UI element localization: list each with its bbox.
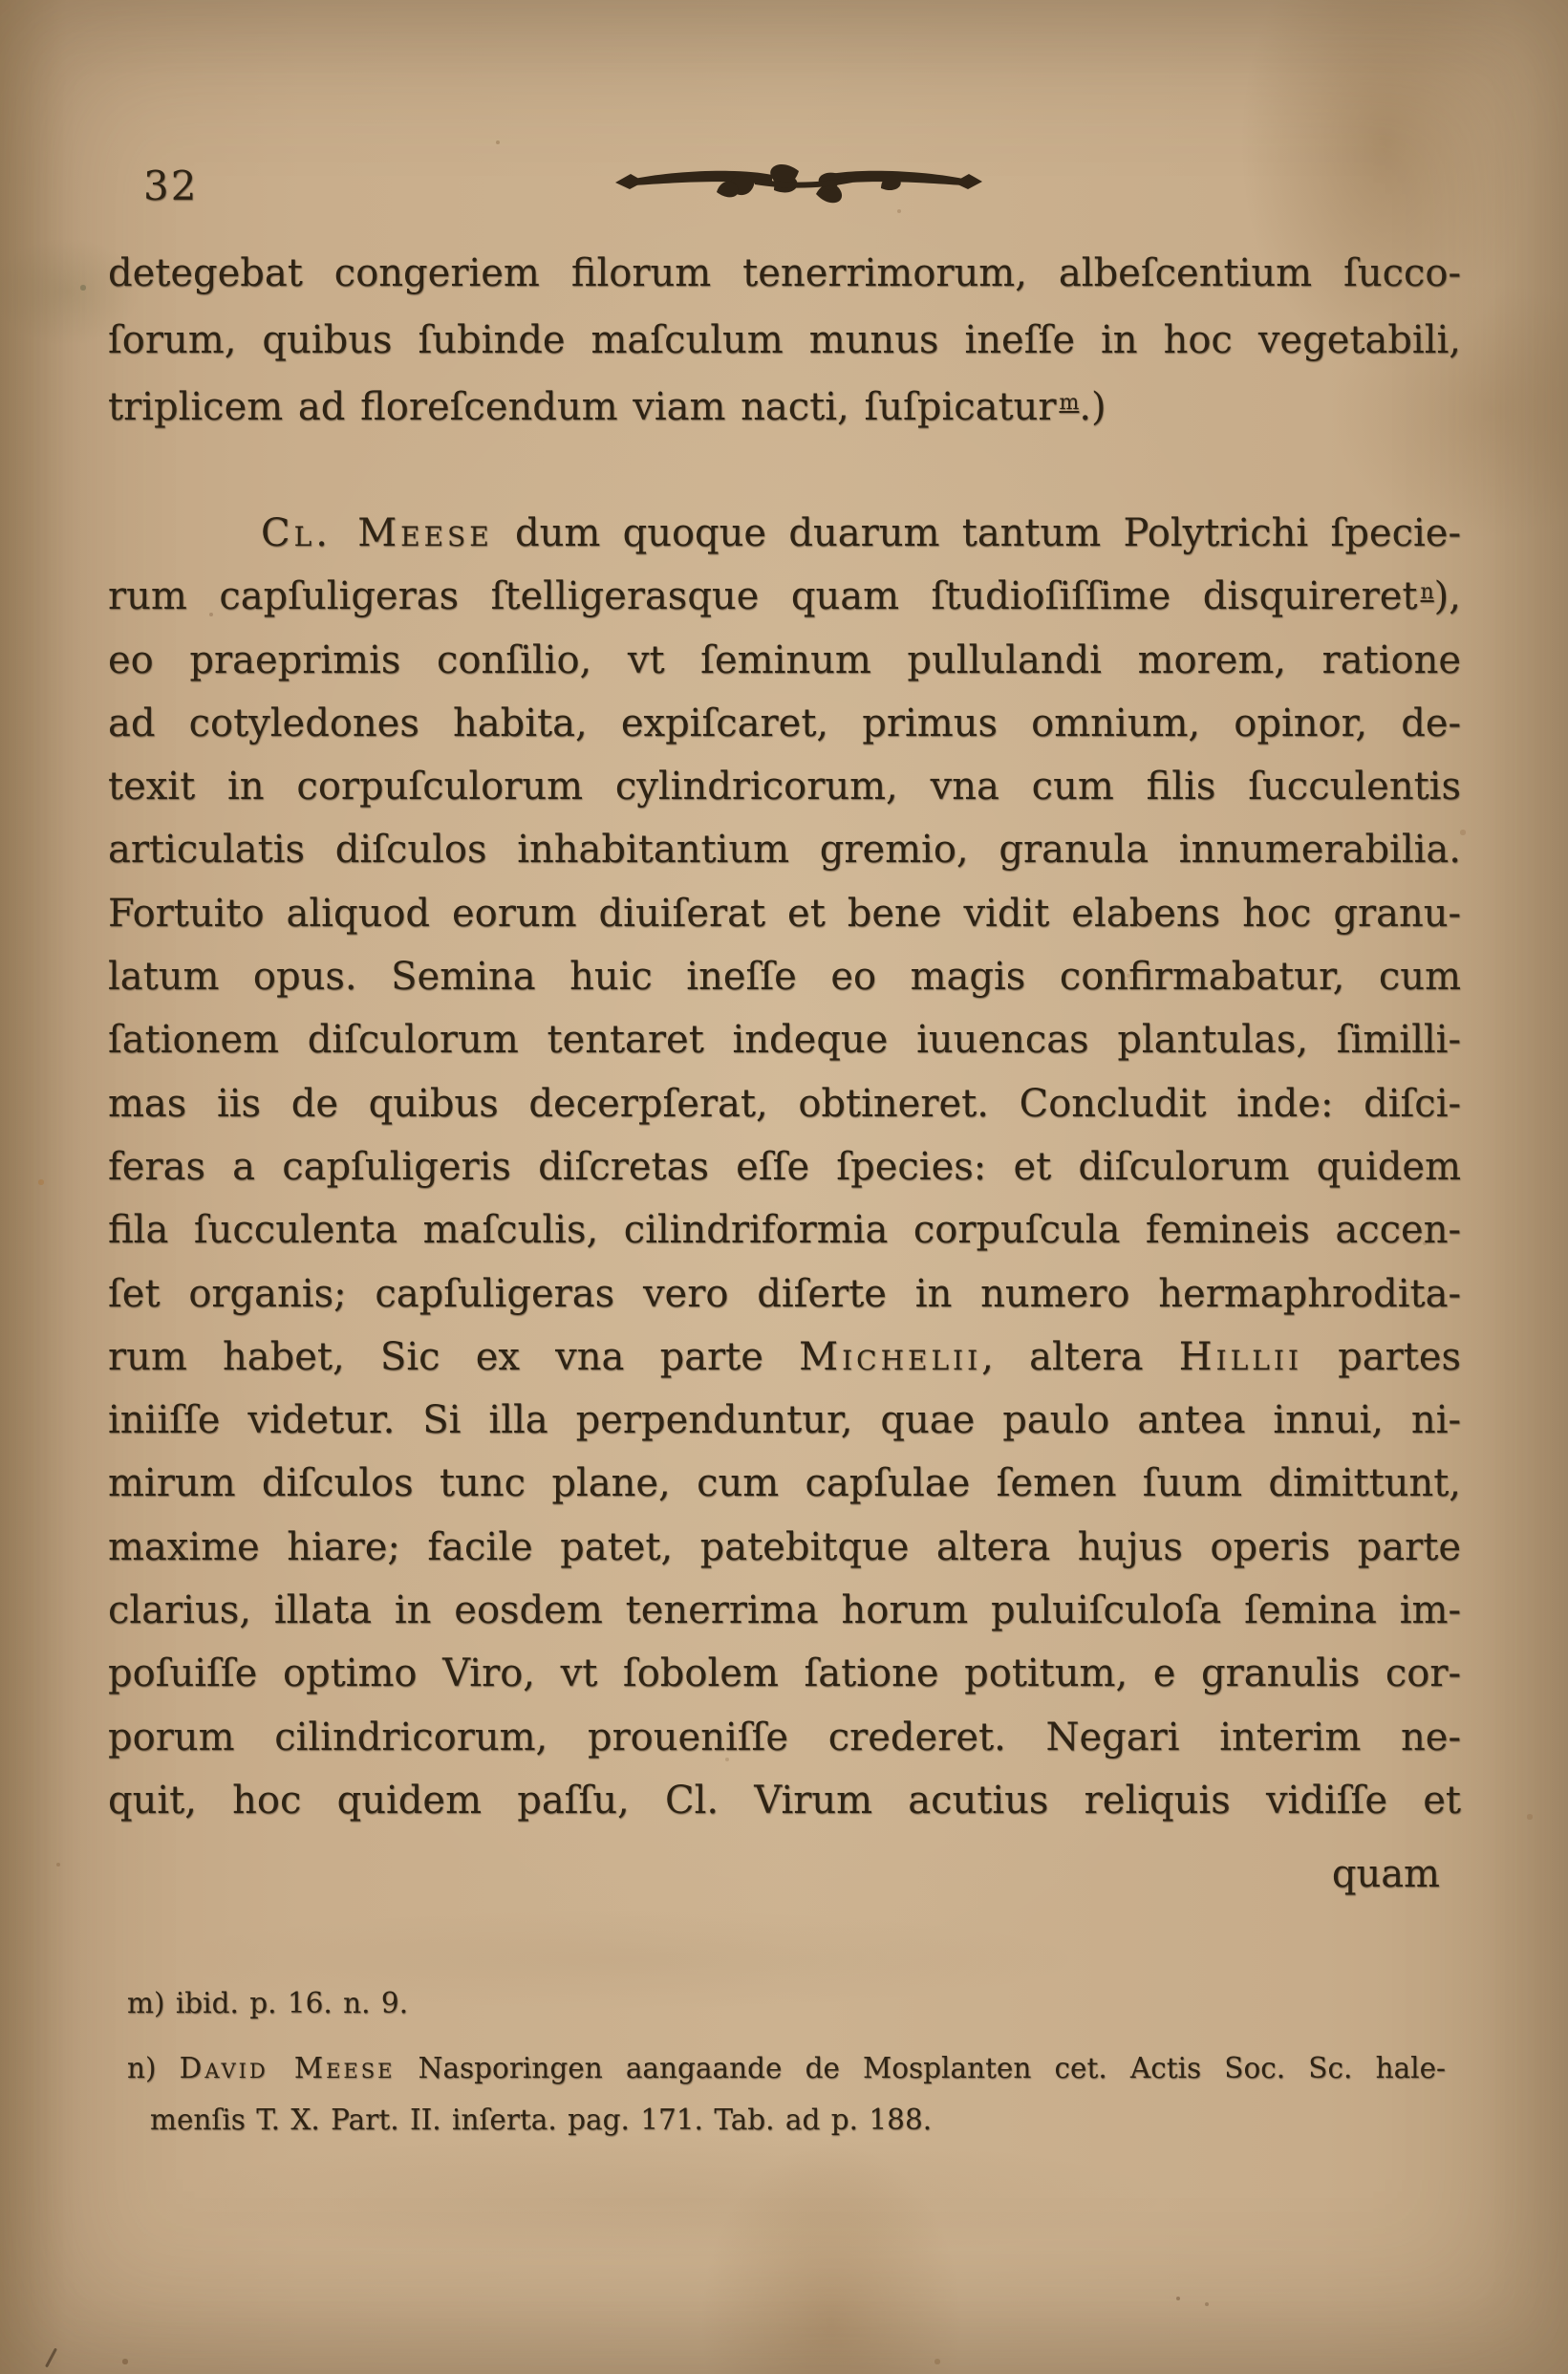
text-line bbox=[108, 891, 1461, 958]
text-line bbox=[108, 1208, 1461, 1274]
paragraph-1 bbox=[108, 251, 1461, 455]
text-line bbox=[108, 701, 1461, 767]
text-segment: latum opus. Semina huic ineſſe eo magis confirmabatur, cum bbox=[108, 955, 1461, 1000]
text-segment: dum quoque duarum tantum Polytrichi ſpecie- bbox=[492, 511, 1461, 555]
text-segment: clarius, illata in eosdem tenerrima horum puluiſculoſa ſemina im- bbox=[108, 1588, 1461, 1633]
paper-speckles bbox=[0, 0, 2, 2]
text-line bbox=[108, 1081, 1461, 1148]
text-segment: Nasporingen aangaande de Mosplanten cet. Actis Soc. Sc. hale- bbox=[395, 2052, 1447, 2084]
text-segment: rum habet, Sic ex vna parte bbox=[108, 1334, 800, 1379]
text-line bbox=[108, 1715, 1461, 1781]
text-segment: texit in corpuſculorum cylindricorum, vna cum filis ſucculentis bbox=[108, 765, 1461, 809]
text-line bbox=[108, 385, 1461, 455]
text-segment: .) bbox=[1079, 385, 1106, 429]
text-segment: ſationem diſculorum tentaret indeque iuuencas plantulas, ſimilli- bbox=[108, 1018, 1461, 1063]
text-segment: ſorum, quibus ſubinde maſculum munus ineſſe in hoc vegetabili, bbox=[108, 318, 1461, 362]
text-segment: eo praeprimis conſilio, vt ſeminum pullulandi morem, ratione bbox=[108, 637, 1461, 682]
footnote-m bbox=[127, 1987, 1446, 2041]
text-line bbox=[108, 1271, 1461, 1338]
text-line bbox=[108, 1461, 1461, 1527]
text-segment: n) bbox=[127, 2052, 180, 2084]
text-segment: Michelii bbox=[799, 1334, 982, 1379]
text-segment: , altera bbox=[981, 1334, 1179, 1379]
text-segment: David Meese bbox=[179, 2052, 396, 2084]
text-line bbox=[108, 1778, 1461, 1845]
text-segment: iniiſſe videtur. Si illa perpenduntur, quae paulo antea innui, ni- bbox=[108, 1398, 1461, 1443]
footnote-marker: n bbox=[1420, 580, 1434, 605]
text-segment: rum capſuligeras ſtelligerasque quam ſtudioſiſſime disquireret bbox=[108, 574, 1418, 619]
text-line bbox=[127, 1987, 1446, 2041]
text-line bbox=[127, 2106, 1446, 2158]
text-line bbox=[108, 251, 1461, 321]
text-segment: feras a capſuligeris diſcretas eſſe ſpecies: et diſculorum quidem bbox=[108, 1144, 1461, 1189]
text-segment: maxime hiare; facile patet, patebitque altera hujus operis parte bbox=[108, 1524, 1461, 1569]
text-line bbox=[108, 1588, 1461, 1654]
text-line bbox=[108, 767, 1461, 831]
text-segment: ſet organis; capſuligeras vero diſerte in numero hermaphrodita- bbox=[108, 1271, 1461, 1316]
text-line bbox=[108, 1144, 1461, 1211]
text-segment: quit, hoc quidem paſſu, Cl. Virum acutius reliquis vidiſſe et bbox=[108, 1778, 1461, 1823]
text-line bbox=[127, 2052, 1447, 2106]
text-line bbox=[108, 828, 1461, 894]
floral-rule-ornament-icon bbox=[612, 156, 986, 207]
text-line bbox=[108, 511, 1461, 577]
pen-mark bbox=[45, 2348, 57, 2368]
text-line bbox=[108, 318, 1461, 388]
text-line bbox=[108, 1398, 1461, 1464]
text-segment: articulatis diſculos inhabitantium gremio, granula innumerabilia. bbox=[108, 828, 1461, 873]
text-segment: partes bbox=[1301, 1334, 1462, 1379]
text-segment: mas iis de quibus decerpſerat, obtineret. Concludit inde: diſci- bbox=[108, 1081, 1461, 1126]
text-line bbox=[108, 637, 1461, 704]
text-line bbox=[108, 955, 1461, 1021]
text-segment: poſuiſſe optimo Viro, vt ſobolem ſatione potitum, e granulis cor- bbox=[108, 1651, 1461, 1696]
page-number: 32 bbox=[143, 162, 199, 209]
text-segment: ad cotyledones habita, expiſcaret, primus omnium, opinor, de- bbox=[108, 701, 1461, 745]
footnote-n bbox=[127, 2052, 1447, 2158]
text-segment: menſis T. X. Part. II. inſerta. pag. 171. Tab. ad p. 188. bbox=[150, 2104, 933, 2136]
text-segment: fila ſucculenta maſculis, cilindriformia corpuſcula femineis accen- bbox=[108, 1208, 1461, 1253]
text-segment: ), bbox=[1433, 574, 1461, 619]
text-segment: m) ibid. p. 16. n. 9. bbox=[127, 1987, 409, 2019]
text-segment: detegebat congeriem filorum tenerrimorum, albeſcentium ſucco- bbox=[108, 251, 1461, 295]
text-segment: porum cilindricorum, proueniſſe crederet. Negari interim ne- bbox=[108, 1715, 1461, 1759]
catchword: quam bbox=[1331, 1852, 1440, 1896]
text-line bbox=[108, 1651, 1461, 1717]
text-segment: mirum diſculos tunc plane, cum capſulae ſemen ſuum dimittunt, bbox=[108, 1461, 1461, 1506]
footnotes bbox=[127, 1987, 1447, 2158]
text-segment: Hillii bbox=[1178, 1334, 1302, 1379]
text-line bbox=[108, 574, 1461, 640]
text-segment: Fortuito aliquod eorum diuiſerat et bene vidit elabens hoc granu- bbox=[108, 891, 1461, 936]
text-line bbox=[108, 1334, 1462, 1401]
text-line bbox=[108, 1018, 1461, 1084]
text-line bbox=[108, 1524, 1461, 1591]
paragraph-2 bbox=[108, 511, 1462, 1845]
footnote-marker: m bbox=[1059, 391, 1080, 415]
text-segment: triplicem ad floreſcendum viam nacti, ſuſpicatur bbox=[108, 385, 1057, 429]
text-segment: Cl. Meese bbox=[261, 511, 493, 555]
